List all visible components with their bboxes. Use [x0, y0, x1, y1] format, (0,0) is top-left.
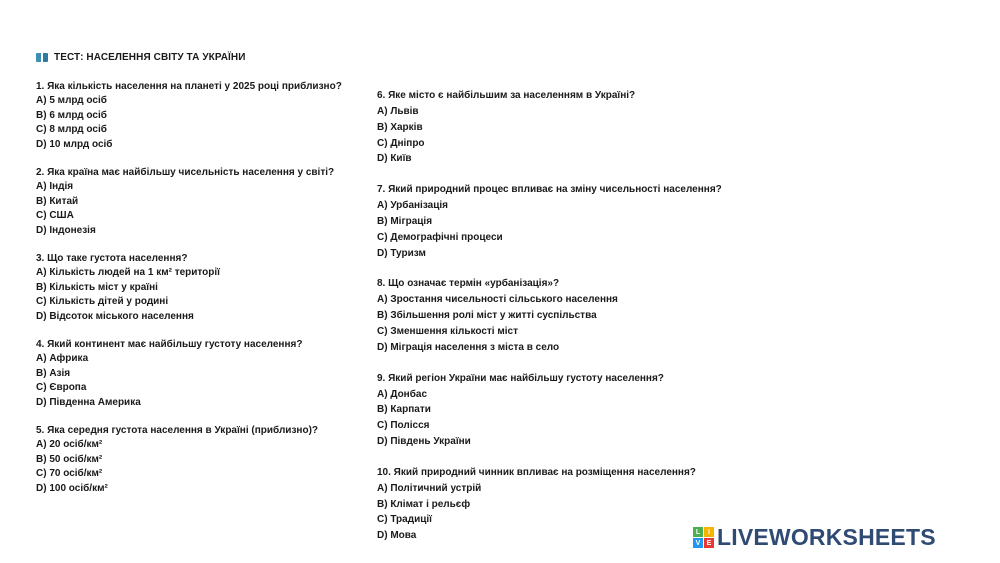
answer-option: A) Індія [36, 181, 74, 192]
question-text: 2. Яка країна має найбільшу чисельність населення у світі? [36, 167, 335, 178]
answer-option: D) Київ [377, 153, 412, 165]
answer-option: D) Відсоток міського населення [36, 310, 194, 322]
logo-letter-tile: L [693, 527, 703, 537]
question-block [377, 276, 757, 355]
question-block [377, 371, 757, 450]
answer-option: D) Мова [377, 530, 417, 542]
answer-option: B) Азія [36, 367, 71, 379]
answer-option: C) Полісся [377, 420, 430, 432]
answer-option: C) Зменшення кількості міст [377, 325, 518, 337]
answer-option: B) Харків [377, 121, 423, 133]
answer-option: B) Карпати [377, 404, 431, 416]
answer-option: C) 70 осіб/км² [36, 468, 103, 479]
answer-option: B) Клімат і рельєф [377, 498, 471, 510]
question-block [36, 252, 356, 324]
logo-letter-tile: V [693, 538, 703, 548]
question-text: 1. Яка кількість населення на планеті у 2025 році приблизно? [36, 81, 342, 92]
answer-option: B) Кількість міст у країні [36, 281, 158, 293]
question-block [36, 424, 356, 496]
answer-option: D) Міграція населення з міста в село [377, 341, 560, 353]
question-text: 8. Що означає термін «урбанізація»? [377, 278, 560, 290]
answer-option: D) 10 млрд осіб [36, 138, 113, 150]
question-block [36, 166, 356, 238]
answer-option: A) Політичний устрій [377, 482, 482, 494]
answer-option: C) Європа [36, 382, 87, 393]
answer-option: D) 100 осіб/км² [36, 482, 108, 494]
answer-option: C) Дніпро [377, 137, 425, 149]
answer-option: B) 50 осіб/км² [36, 453, 103, 465]
question-text: 3. Що таке густота населення? [36, 253, 188, 264]
answer-option: A) Львів [377, 106, 419, 117]
answer-option: A) Урбанізація [377, 200, 448, 212]
answer-option: D) Індонезія [36, 224, 96, 236]
answer-option: B) Міграція [377, 215, 433, 227]
question-block [377, 182, 757, 261]
questions-left-column [36, 80, 356, 496]
answer-option: C) Кількість дітей у родині [36, 296, 169, 307]
question-text: 10. Який природний чинник впливає на розміщення населення? [377, 466, 696, 478]
brand-name: LIVEWORKSHEETS [717, 524, 936, 550]
question-block [377, 88, 757, 167]
question-text: 7. Який природний процес впливає на зміну чисельності населення? [377, 184, 722, 196]
answer-option: D) Південь України [377, 435, 471, 447]
question-text: 4. Який континент має найбільшу густоту населення? [36, 339, 303, 350]
answer-option: A) 5 млрд осіб [36, 95, 107, 106]
question-text: 6. Яке місто є найбільшим за населенням в Україні? [377, 90, 636, 101]
answer-option: C) Демографічні процеси [377, 231, 503, 243]
answer-option: A) Зростання чисельності сільського населення [377, 294, 618, 306]
logo-letter-tile: E [704, 538, 714, 548]
page-title [36, 52, 246, 63]
liveworksheets-logo [693, 524, 936, 551]
answer-option: B) 6 млрд осіб [36, 109, 107, 121]
answer-option: A) Кількість людей на 1 км² території [36, 267, 220, 278]
page-title-text: ТЕСТ: НАСЕЛЕННЯ СВІТУ ТА УКРАЇНИ [54, 52, 246, 63]
question-block [36, 80, 356, 152]
answer-option: A) Африка [36, 353, 89, 364]
answer-option: C) Традиції [377, 514, 432, 526]
answer-option: C) США [36, 210, 74, 221]
question-text: 9. Який регіон України має найбільшу густоту населення? [377, 372, 664, 384]
logo-grid-icon [693, 527, 714, 548]
answer-option: D) Південна Америка [36, 396, 141, 408]
logo-letter-tile: I [704, 527, 714, 537]
answer-option: D) Туризм [377, 247, 426, 259]
question-block [36, 338, 356, 410]
answer-option: B) Китай [36, 195, 79, 207]
book-icon [36, 53, 48, 62]
answer-option: A) Донбас [377, 388, 428, 400]
question-text: 5. Яка середня густота населення в Україні (приблизно)? [36, 425, 319, 436]
answer-option: B) Збільшення ролі міст у житті суспільства [377, 310, 597, 322]
answer-option: A) 20 осіб/км² [36, 439, 103, 450]
questions-right-column [377, 88, 757, 544]
answer-option: C) 8 млрд осіб [36, 124, 107, 135]
